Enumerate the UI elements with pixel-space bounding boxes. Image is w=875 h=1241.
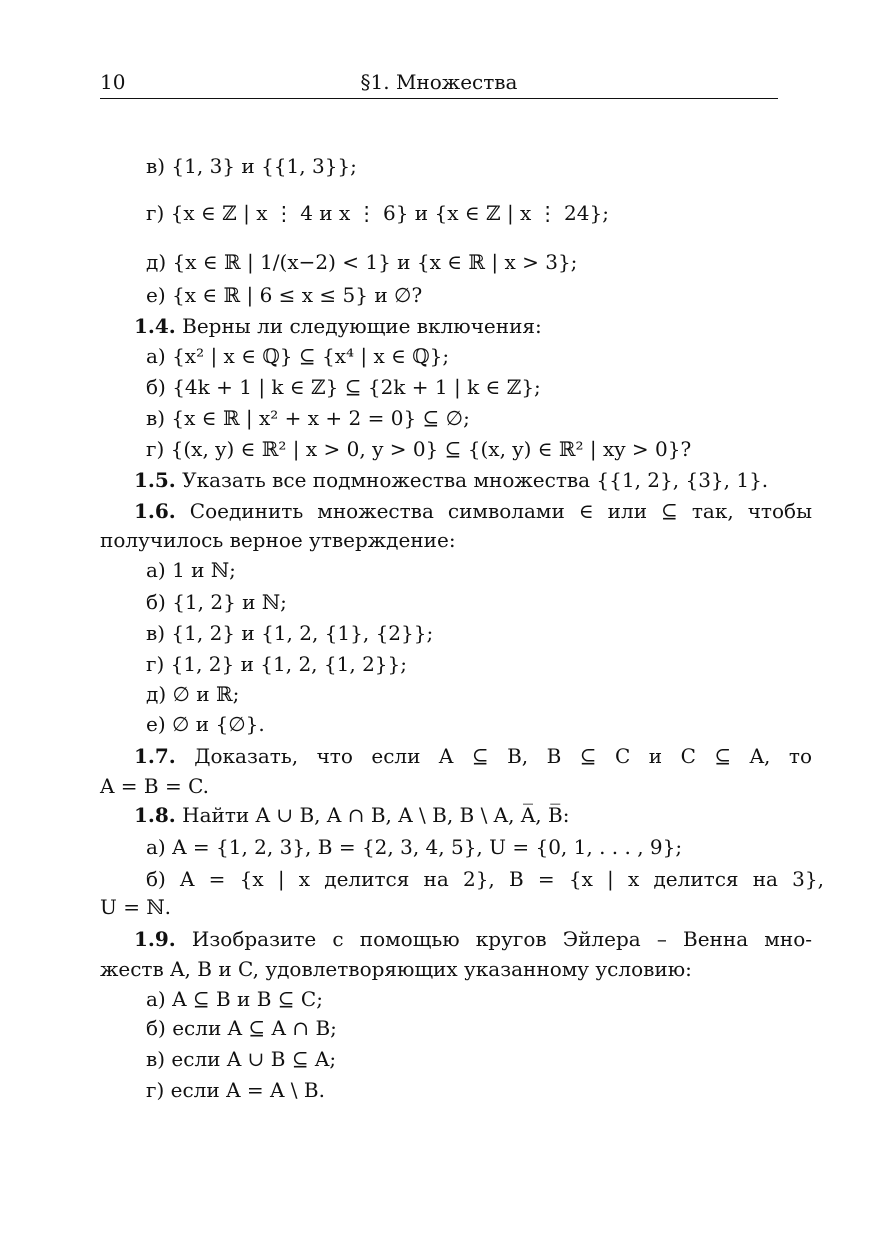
problem-number: 1.6. — [134, 499, 176, 523]
problem-number: 1.9. — [134, 927, 176, 951]
item-1-8-b: б) A = {x | x делится на 2}, B = {x | x делится на 3}, — [146, 867, 824, 891]
item-1-8-b-cont: U = ℕ. — [100, 895, 171, 919]
item-1-8-a: а) A = {1, 2, 3}, B = {2, 3, 4, 5}, U = {0, 1, . . . , 9}; — [146, 835, 683, 859]
running-title: §1. Множества — [360, 70, 518, 94]
problem-number: 1.7. — [134, 744, 176, 768]
problem-1-7-cont: A = B = C. — [100, 774, 210, 798]
item-1-4-g: г) {(x, y) ∈ ℝ² | x > 0, y > 0} ⊆ {(x, y) ∈ ℝ² | xy > 0}? — [146, 437, 692, 461]
item-1-4-b: б) {4k + 1 | k ∈ ℤ} ⊆ {2k + 1 | k ∈ ℤ}; — [146, 375, 541, 399]
item-1-9-b: б) если A ⊆ A ∩ B; — [146, 1016, 337, 1040]
item-1-3-d: д) {x ∈ ℝ | 1/(x−2) < 1} и {x ∈ ℝ | x > 3}; — [146, 250, 578, 274]
item-1-6-b: б) {1, 2} и ℕ; — [146, 590, 287, 614]
problem-1-7: 1.7. Доказать, что если A ⊆ B, B ⊆ C и C ⊆ A, то — [134, 744, 812, 768]
item-1-4-a: а) {x² | x ∈ ℚ} ⊆ {x⁴ | x ∈ ℚ}; — [146, 344, 450, 368]
problem-number: 1.5. — [134, 468, 176, 492]
problem-1-9-cont: жеств A, B и C, удовлетворяющих указанному условию: — [100, 957, 692, 981]
problem-number: 1.8. — [134, 803, 176, 827]
item-1-3-g: г) {x ∈ ℤ | x ⋮ 4 и x ⋮ 6} и {x ∈ ℤ | x ⋮ 24}; — [146, 201, 609, 225]
page-number: 10 — [100, 70, 126, 94]
item-1-6-e: е) ∅ и {∅}. — [146, 712, 265, 736]
page-header — [100, 70, 778, 99]
problem-1-9: 1.9. Изобразите с помощью кругов Эйлера – Венна мно- — [134, 927, 812, 951]
item-1-3-e: е) {x ∈ ℝ | 6 ≤ x ≤ 5} и ∅? — [146, 283, 423, 307]
problem-1-4: 1.4. Верны ли следующие включения: — [134, 314, 542, 338]
problem-1-6-cont: получилось верное утверждение: — [100, 528, 456, 552]
item-1-9-a: а) A ⊆ B и B ⊆ C; — [146, 987, 323, 1011]
problem-number: 1.4. — [134, 314, 176, 338]
item-1-6-a: а) 1 и ℕ; — [146, 558, 236, 582]
item-1-6-d: д) ∅ и ℝ; — [146, 682, 240, 706]
problem-1-5: 1.5. Указать все подмножества множества {{1, 2}, {3}, 1}. — [134, 468, 769, 492]
item-1-3-v: в) {1, 3} и {{1, 3}}; — [146, 154, 357, 178]
item-1-4-v: в) {x ∈ ℝ | x² + x + 2 = 0} ⊆ ∅; — [146, 406, 470, 430]
item-1-9-g: г) если A = A \ B. — [146, 1078, 325, 1102]
item-1-9-v: в) если A ∪ B ⊆ A; — [146, 1047, 337, 1071]
item-1-6-g: г) {1, 2} и {1, 2, {1, 2}}; — [146, 652, 407, 676]
problem-1-6: 1.6. Соединить множества символами ∈ или ⊆ так, чтобы — [134, 499, 812, 523]
problem-1-8: 1.8. Найти A ∪ B, A ∩ B, A \ B, B \ A, A̅, B̅: — [134, 803, 570, 827]
item-1-6-v: в) {1, 2} и {1, 2, {1}, {2}}; — [146, 621, 434, 645]
